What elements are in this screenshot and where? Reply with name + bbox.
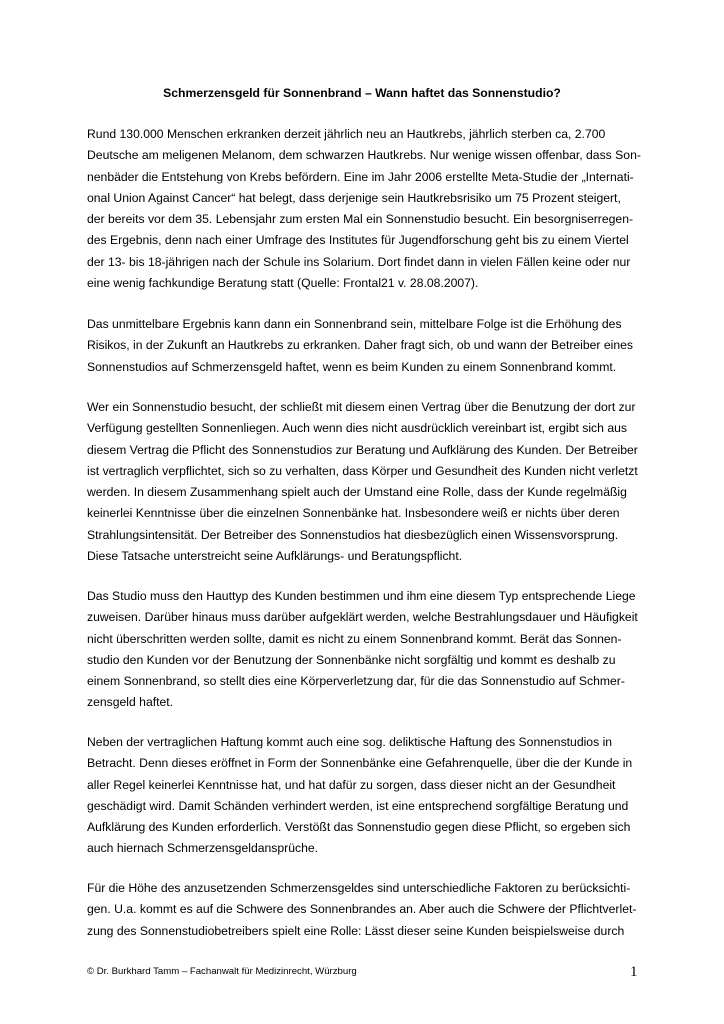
- text-line: Aufklärung des Kunden erforderlich. Verstößt das Sonnenstudio gegen diese Pflicht, so ergeben sich: [87, 820, 631, 835]
- text-line: werden. In diesem Zusammenhang spielt auch der Umstand eine Rolle, dass der Kunde regelmäßig: [87, 485, 627, 500]
- text-line: auch hiernach Schmerzensgeldansprüche.: [87, 841, 319, 856]
- text-line: geschädigt wird. Damit Schänden verhindert werden, ist eine entsprechend sorgfältige Beratung und: [87, 798, 629, 813]
- text-line: studio den Kunden vor der Benutzung der Sonnenbänke nicht sorgfältig und kommt es deshalb zu: [87, 652, 616, 667]
- text-line: Neben der vertraglichen Haftung kommt auch eine sog. deliktische Haftung des Sonnenstudios in: [87, 735, 613, 749]
- text-line: des Ergebnis, denn nach einer Umfrage des Institutes für Jugendforschung geht bis zu einem Viertel: [87, 233, 629, 248]
- text-line: der bereits vor dem 35. Lebensjahr zum ersten Mal ein Sonnenstudio besucht. Ein besorgniserregen-: [87, 212, 634, 227]
- text-line: der 13- bis 18-jährigen nach der Schule ins Solarium. Dort findet dann in vielen Fällen keine oder nur: [87, 254, 631, 269]
- text-line: onal Union Against Cancer“ hat belegt, dass derjenige sein Hautkrebsrisiko um 75 Prozent steigert,: [87, 190, 621, 205]
- text-line: Deutsche am meligenen Melanom, dem schwarzen Hautkrebs. Nur wenige wissen offenbar, dass Son-: [87, 148, 641, 163]
- text-line: Das unmittelbare Ergebnis kann dann ein Sonnenbrand sein, mittelbare Folge ist die Erhöhung des: [87, 317, 622, 331]
- text-line: Rund 130.000 Menschen erkranken derzeit jährlich neu an Hautkrebs, jährlich sterben ca, 2.700: [87, 127, 606, 141]
- page-footer: © Dr. Burkhard Tamm – Fachanwalt für Medizinrecht, Würzburg: [87, 966, 357, 977]
- text-line: zung des Sonnenstudiobetreibers spielt eine Rolle: Lässt dieser seine Kunden beispielsweise durch: [87, 923, 625, 938]
- text-line: ist vertraglich verpflichtet, sich so zu verhalten, dass Körper und Gesundheit des Kunden nicht verletzt: [87, 463, 638, 478]
- text-line: eine wenig fachkundige Beratung statt (Quelle: Frontal21 v. 28.08.2007).: [87, 276, 479, 291]
- text-line: keinerlei Kenntnisse über die einzelnen Sonnenbänke hat. Insbesondere weiß er nichts über deren: [87, 506, 620, 521]
- text-line: Sonnenstudios auf Schmerzensgeld haftet, wenn es beim Kunden zu einem Sonnenbrand kommt.: [87, 359, 617, 374]
- text-line: Strahlungsintensität. Der Betreiber des Sonnenstudios hat diesbezüglich einen Wissensvorsprung.: [87, 527, 619, 542]
- text-line: einem Sonnenbrand, so stellt dies eine Körperverletzung dar, für die das Sonnenstudio auf Schmer-: [87, 674, 625, 689]
- text-line: nenbäder die Entstehung von Krebs befördern. Eine im Jahr 2006 erstellte Meta-Studie der „Internati-: [87, 169, 634, 184]
- text-line: zensgeld haftet.: [87, 695, 174, 710]
- paragraph-6: [87, 878, 647, 942]
- text-line: Risikos, in der Zukunft an Hautkrebs zu erkranken. Daher fragt sich, ob und wann der Betreiber eines: [87, 338, 634, 353]
- text-line: Wer ein Sonnenstudio besucht, der schließt mit diesem einen Vertrag über die Benutzung der dort zur: [87, 400, 636, 414]
- paragraph-1: [87, 124, 647, 294]
- text-line: gen. U.a. kommt es auf die Schwere des Sonnenbrandes an. Aber auch die Schwere der Pflichtverlet-: [87, 902, 637, 917]
- text-line: nicht überschritten werden sollte, damit es nicht zu einem Sonnenbrand kommt. Berät das Sonnen-: [87, 631, 622, 646]
- text-line: aller Regel keinerlei Kenntnisse hat, und hat dafür zu sorgen, dass dieser nicht an der Gesundheit: [87, 777, 616, 792]
- paragraph-4: [87, 586, 647, 714]
- page-number: 1: [630, 964, 638, 980]
- text-line: Das Studio muss den Hauttyp des Kunden bestimmen und ihm eine diesem Typ entsprechende Liege: [87, 589, 636, 603]
- paragraph-5: [87, 732, 647, 860]
- document-title: Schmerzensgeld für Sonnenbrand – Wann haftet das Sonnenstudio?: [163, 86, 561, 100]
- text-line: diesem Vertrag die Pflicht des Sonnenstudios zur Beratung und Aufklärung des Kunden. Der Betreiber: [87, 442, 638, 457]
- text-line: Verfügung gestellten Sonnenliegen. Auch wenn dies nicht ausdrücklich vereinbart ist, ergibt sich aus: [87, 421, 627, 436]
- paragraph-3: [87, 397, 647, 567]
- text-line: zuweisen. Darüber hinaus muss darüber aufgeklärt werden, welche Bestrahlungsdauer und Häufigkeit: [87, 610, 638, 625]
- paragraph-2: [87, 314, 647, 378]
- text-line: Für die Höhe des anzusetzenden Schmerzensgeldes sind unterschiedliche Faktoren zu berücksichti-: [87, 881, 631, 895]
- text-line: Diese Tatsache unterstreicht seine Aufklärungs- und Beratungspflicht.: [87, 549, 463, 564]
- text-line: Betracht. Denn dieses eröffnet in Form der Sonnenbänke eine Gefahrenquelle, über die der Kunde in: [87, 756, 633, 771]
